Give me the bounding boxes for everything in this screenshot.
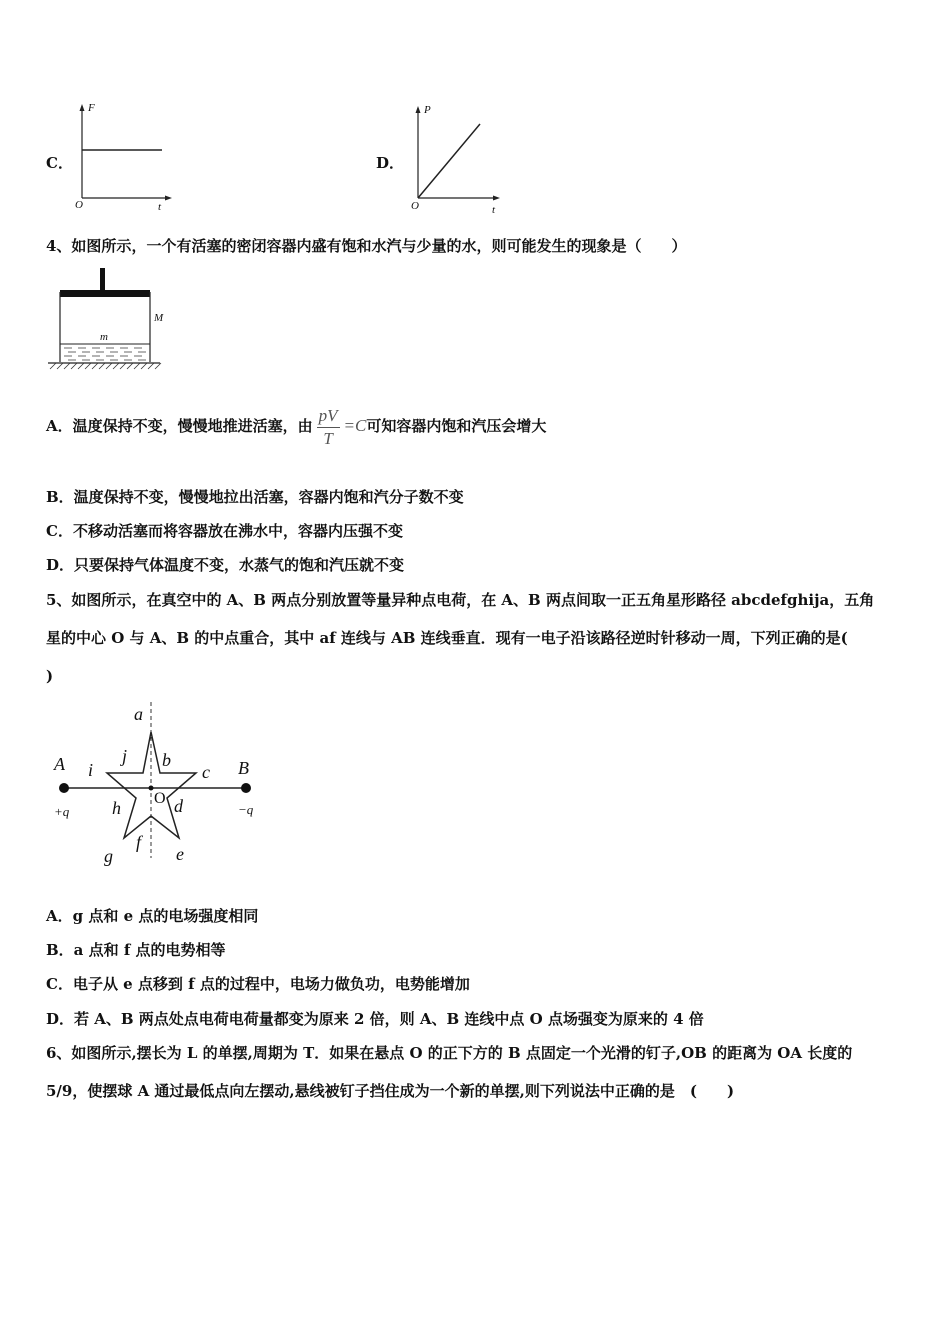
graph-d-x-arrow <box>493 196 500 201</box>
label-d: d <box>174 796 183 816</box>
q6-stem-line2: 5/9，使摆球 A 通过最低点向左摆动,悬线被钉子挡住成为一个新的单摆,则下列说法中正确的是 ( ) <box>46 1082 735 1100</box>
q5-option-d: D．若 A、B 两点处点电荷电荷量都变为原来 2 倍，则 A、B 连线中点 O 点场强变为原来的 4 倍 <box>46 1010 704 1028</box>
q4-option-d: D．只要保持气体温度不变，水蒸气的饱和汽压就不变 <box>46 556 405 574</box>
q5-option-a: A．g 点和 e 点的电场强度相同 <box>46 907 259 925</box>
label-minus-q: −q <box>238 802 254 817</box>
formula-numerator: pV <box>317 405 340 428</box>
water-dashes <box>64 348 146 360</box>
q4-option-a-formula <box>317 405 340 450</box>
label-j: j <box>122 746 128 766</box>
q4-option-a-pre: 温度保持不变，慢慢地推进活塞，由 <box>72 417 313 435</box>
q4-option-b: B．温度保持不变，慢慢地拉出活塞，容器内饱和汽分子数不变 <box>46 488 464 506</box>
label-i: i <box>88 760 94 780</box>
q4-fig-label-M: M <box>154 312 164 324</box>
q6-stem-line1: 6、如图所示,摆长为 L 的单摆,周期为 T．如果在悬点 O 的正下方的 B 点固定一个光滑的钉子,OB 的距离为 OA 长度的 <box>46 1044 853 1062</box>
label-O: O <box>154 790 166 807</box>
charge-A-dot <box>59 783 69 793</box>
center-O-dot <box>149 786 154 791</box>
label-b: b <box>162 750 171 770</box>
charge-B-dot <box>241 783 251 793</box>
q4-option-a <box>46 404 546 450</box>
graph-c-x-arrow <box>165 196 172 201</box>
label-f: f <box>136 832 142 852</box>
graph-c-origin-label: O <box>75 199 83 211</box>
q4-container-figure <box>44 264 174 376</box>
formula-denominator: T <box>323 428 333 448</box>
label-c: c <box>202 762 210 782</box>
q5-option-c: C．电子从 e 点移到 f 点的过程中，电场力做负功，电势能增加 <box>46 975 470 993</box>
q4-option-c: C．不移动活塞而将容器放在沸水中，容器内压强不变 <box>46 522 403 540</box>
q5-option-b: B．a 点和 f 点的电势相等 <box>46 941 226 959</box>
label-g: g <box>104 846 113 866</box>
label-a: a <box>134 704 143 724</box>
q4-fig-label-m: m <box>100 331 108 343</box>
q5-stem-line2: 星的中心 O 与 A、B 的中点重合，其中 af 连线与 AB 连线垂直．现有一电子沿该路径逆时针移动一周，下列正确的是( <box>46 629 848 647</box>
graph-d-origin-label: O <box>411 200 419 212</box>
piston-plate <box>60 290 150 297</box>
graph-d-y-arrow <box>416 106 421 113</box>
graph-c-option-label: C． <box>46 154 73 172</box>
graph-d <box>370 100 510 220</box>
graph-c-axes <box>40 100 180 215</box>
graph-c-y-arrow <box>80 104 85 111</box>
q5-stem-line3: ) <box>46 667 54 685</box>
q4-option-a-label: A． <box>46 417 73 435</box>
q5-stem-line1: 5、如图所示，在真空中的 A、B 两点分别放置等量异种点电荷，在 A、B 两点间取一正五角星形路径 abcdefghija，五角 <box>46 591 875 609</box>
q4-stem: 4、如图所示，一个有活塞的密闭容器内盛有饱和水汽与少量的水，则可能发生的现象是（ ） <box>46 237 687 255</box>
graph-c <box>40 100 180 215</box>
label-h: h <box>112 798 121 818</box>
graph-d-line <box>418 124 480 198</box>
graph-c-y-label: F <box>88 102 95 114</box>
label-e: e <box>176 844 184 864</box>
label-A: A <box>54 754 65 774</box>
formula-rhs: =C <box>343 416 367 435</box>
graph-d-y-label: P <box>424 104 431 116</box>
label-B: B <box>238 758 249 778</box>
graph-d-option-label: D． <box>376 154 405 172</box>
graph-c-x-label: t <box>158 201 162 213</box>
graph-d-x-label: t <box>492 204 496 216</box>
label-plus-q: +q <box>54 804 70 819</box>
graph-d-axes <box>370 100 510 220</box>
q5-star-drawing <box>44 698 274 870</box>
q4-option-a-post: 可知容器内饱和汽压会增大 <box>366 417 547 435</box>
q5-star-figure <box>44 698 274 870</box>
ground-hatch <box>50 363 161 369</box>
